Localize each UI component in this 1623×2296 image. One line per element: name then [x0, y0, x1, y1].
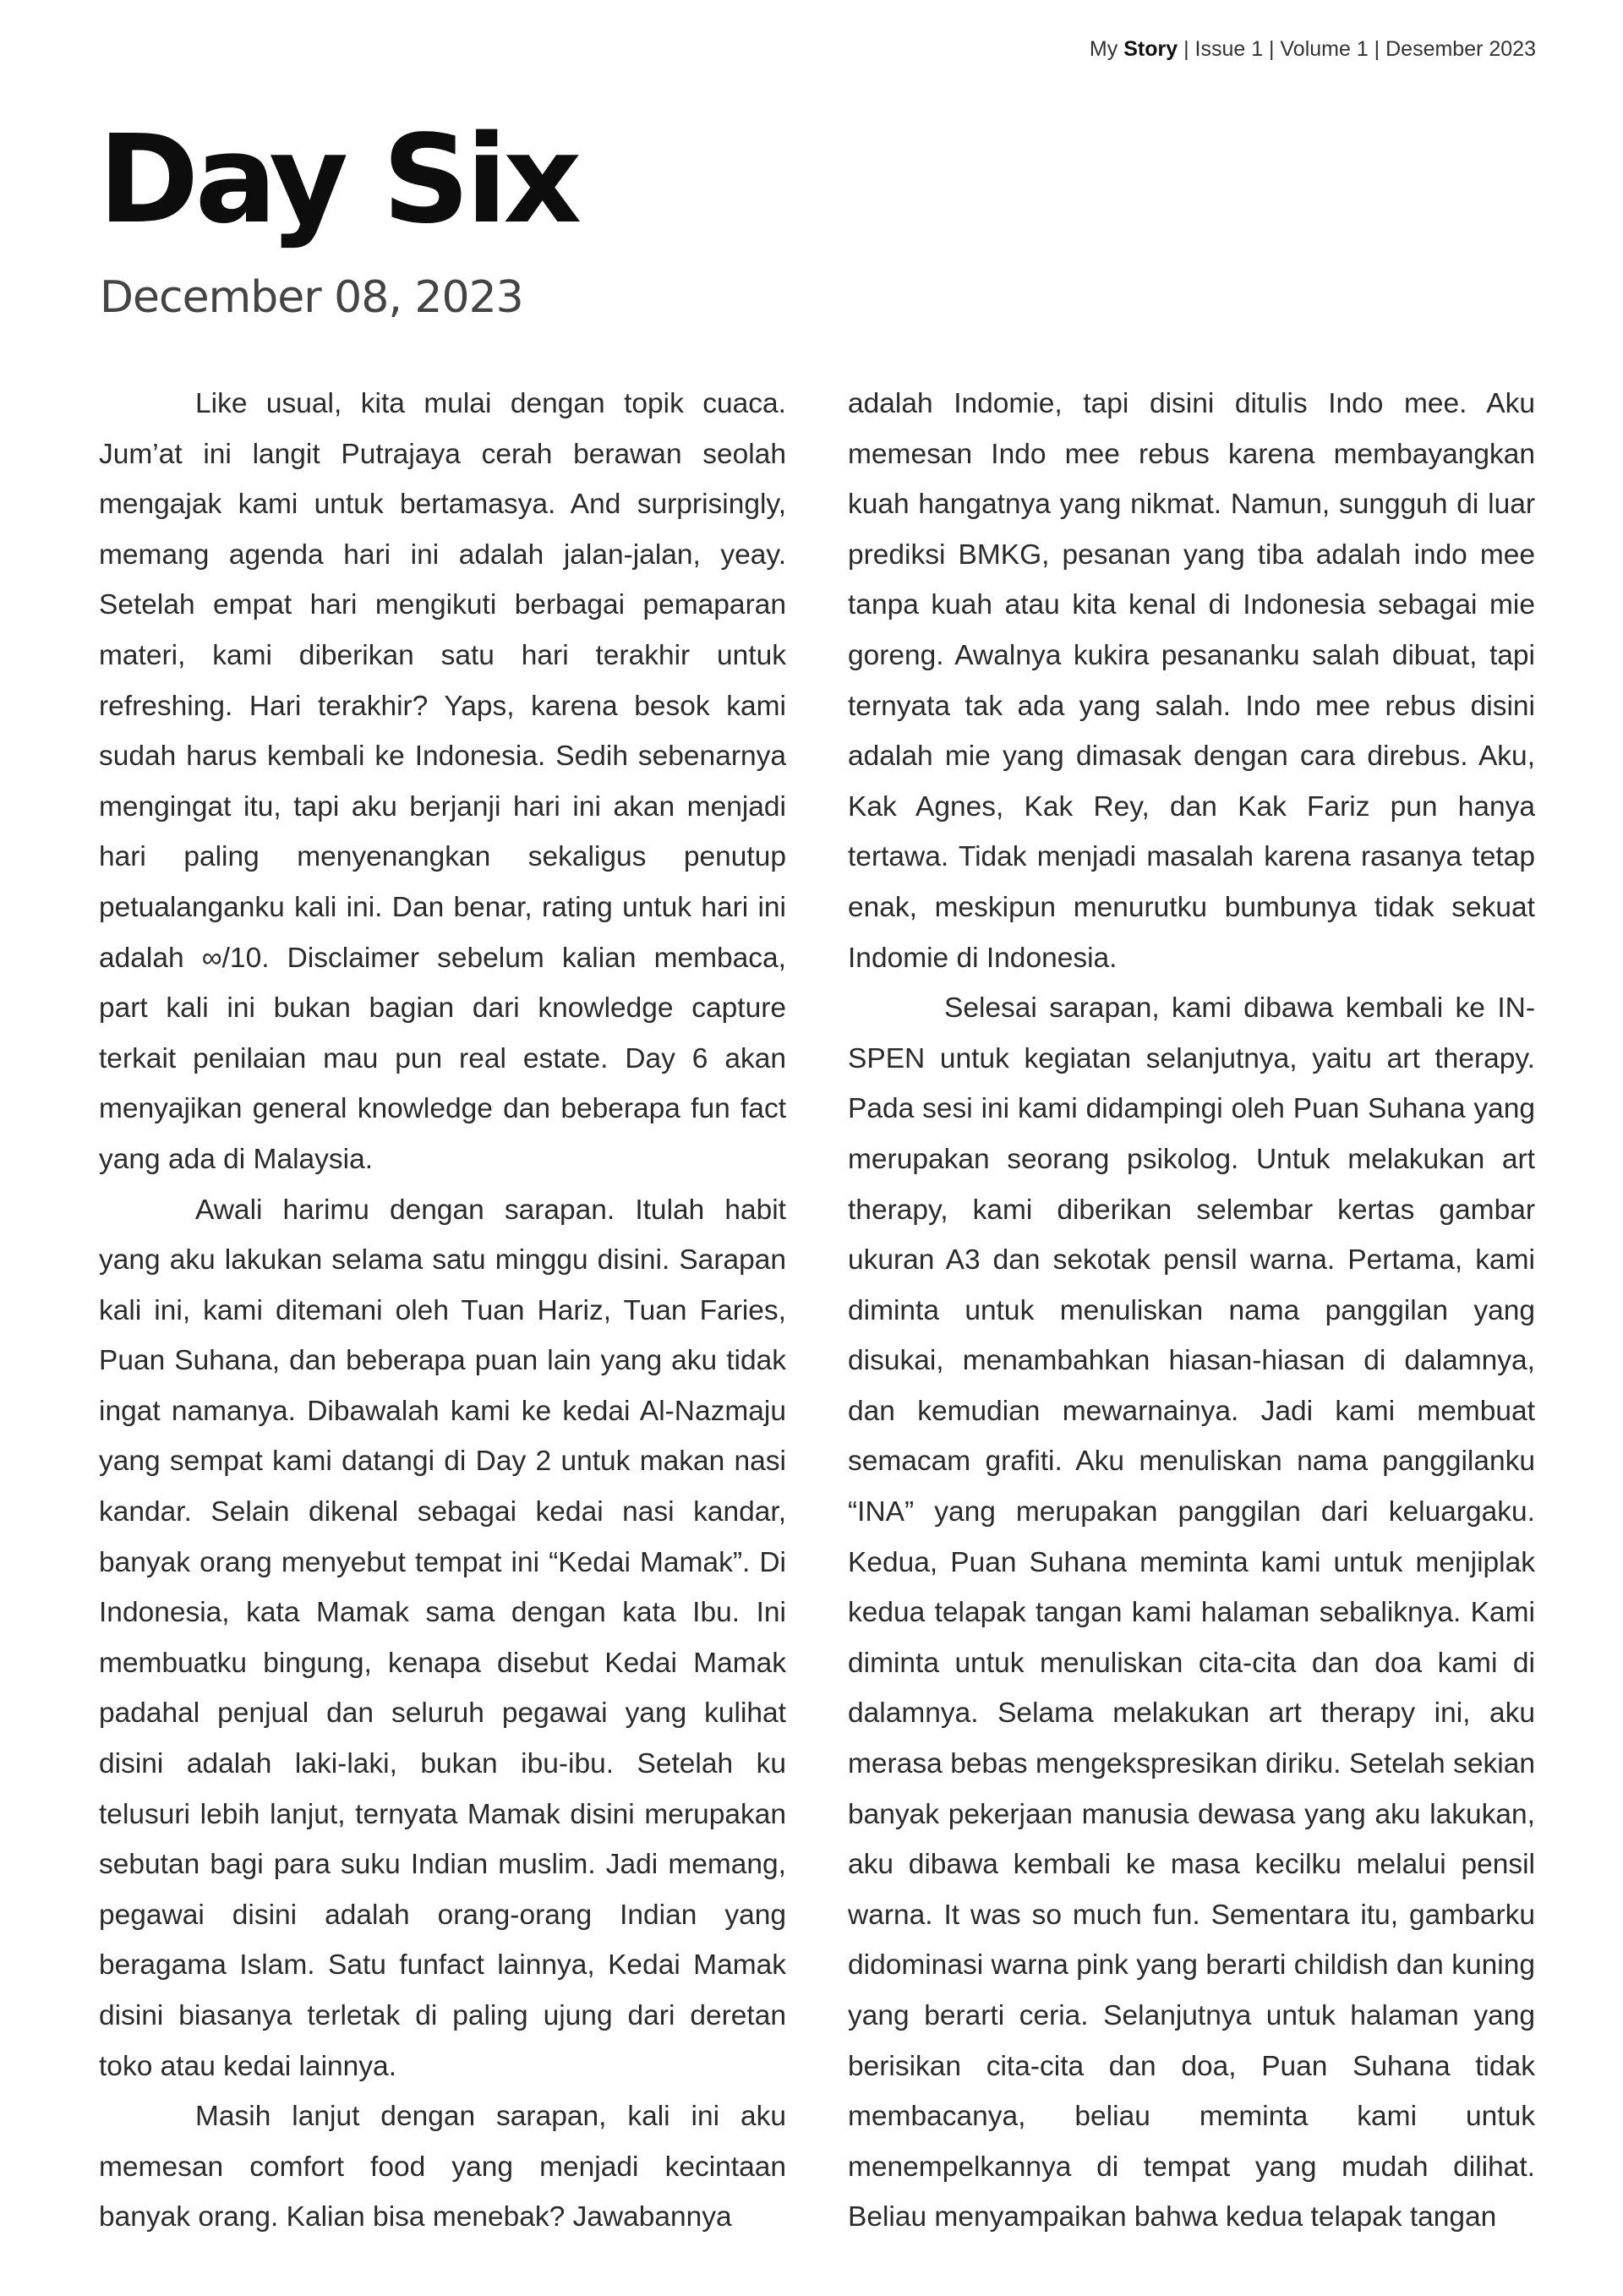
header-brand: Story: [1123, 37, 1178, 61]
article-date: December 08, 2023: [100, 272, 523, 323]
header-prefix: My: [1089, 37, 1118, 61]
issue-header: [1090, 37, 1536, 62]
paragraph: Awali harimu dengan sarapan. Itulah habit yang aku lakukan selama satu minggu disini. Sarapan kali ini, kami ditemani oleh Tuan Hariz, Tuan Faries, Puan Suhana, dan beberapa puan lain yang aku tidak ingat namanya. Dibawalah kami ke kedai Al-Nazmaju yang sempat kami datangi di Day 2 untuk makan nasi kandar. Selain dikenal sebagai kedai nasi kandar, banyak orang menyebut tempat ini “Kedai Mamak”. Di Indonesia, kata Mamak sama dengan kata Ibu. Ini membuatku bingung, kenapa disebut Kedai Mamak padahal penjual dan seluruh pegawai yang kulihat disini adalah laki-laki, bukan ibu-ibu. Setelah ku telusuri lebih lanjut, ternyata Mamak disini merupakan sebutan bagi para suku Indian muslim. Jadi memang, pegawai disini adalah orang-orang Indian yang beragama Islam. Satu funfact lainnya, Kedai Mamak disini biasanya terletak di paling ujung dari deretan toko atau kedai lainnya.: [99, 1194, 786, 2082]
page-title: Day Six: [98, 108, 578, 250]
paragraph: Like usual, kita mulai dengan topik cuaca. Jum’at ini langit Putrajaya cerah berawan seolah mengajak kami untuk bertamasya. And surprisingly, memang agenda hari ini adalah jalan-jalan, yeay. Setelah empat hari mengikuti berbagai pemaparan materi, kami diberikan satu hari terakhir untuk refreshing. Hari terakhir? Yaps, karena besok kami sudah harus kembali ke Indonesia. Sedih sebenarnya mengingat itu, tapi aku berjanji hari ini akan menjadi hari paling menyenangkan sekaligus penutup petualanganku kali ini. Dan benar, rating untuk hari ini adalah ∞/10. Disclaimer sebelum kalian membaca, part kali ini bukan bagian dari knowledge capture terkait penilaian mau pun real estate. Day 6 akan menyajikan general knowledge dan beberapa fun fact yang ada di Malaysia.: [99, 388, 786, 1175]
header-issue-info: | Issue 1 | Volume 1 | Desember 2023: [1183, 37, 1536, 61]
paragraph: Masih lanjut dengan sarapan, kali ini aku memesan comfort food yang menjadi kecintaan banyak orang. Kalian bisa menebak? Jawabannya: [99, 2101, 786, 2233]
paragraph: Selesai sarapan, kami dibawa kembali ke INSPEN untuk kegiatan selanjutnya, yaitu art therapy. Pada sesi ini kami didampingi oleh Puan Suhana yang merupakan seorang psikolog. Untuk melakukan art therapy, kami diberikan selembar kertas gambar ukuran A3 dan sekotak pensil warna. Pertama, kami diminta untuk menuliskan nama panggilan yang disukai, menambahkan hiasan-hiasan di dalamnya, dan kemudian mewarnainya. Jadi kami membuat semacam grafiti. Aku menuliskan nama panggilanku “INA” yang merupakan panggilan dari keluargaku. Kedua, Puan Suhana meminta kami untuk menjiplak kedua telapak tangan kami halaman sebaliknya. Kami diminta untuk menuliskan cita-cita dan doa kami di dalamnya. Selama melakukan art therapy ini, aku merasa bebas mengekspresikan diriku. Setelah sekian banyak pekerjaan manusia dewasa yang aku lakukan, aku dibawa kembali ke masa kecilku melalui pensil warna. It was so much fun. Sementara itu, gambarku didominasi warna pink yang berarti childish dan kuning yang berarti ceria. Selanjutnya untuk halaman yang berisikan cita-cita dan doa, Puan Suhana tidak membacanya, beliau meminta kami untuk menempelkannya di tempat yang mudah dilihat. Beliau menyampaikan bahwa kedua telapak tangan: [848, 992, 1535, 2233]
paragraph: adalah Indomie, tapi disini ditulis Indo mee. Aku memesan Indo mee rebus karena membayangkan kuah hangatnya yang nikmat. Namun, sungguh di luar prediksi BMKG, pesanan yang tiba adalah indo mee tanpa kuah atau kita kenal di Indonesia sebagai mie goreng. Awalnya kukira pesananku salah dibuat, tapi ternyata tak ada yang salah. Indo mee rebus disini adalah mie yang dimasak dengan cara direbus. Aku, Kak Agnes, Kak Rey, dan Kak Fariz pun hanya tertawa. Tidak menjadi masalah karena rasanya tetap enak, meskipun menurutku bumbunya tidak sekuat Indomie di Indonesia.: [848, 388, 1535, 974]
body-column-right: [848, 379, 1535, 2243]
body-column-left: [99, 379, 786, 2243]
